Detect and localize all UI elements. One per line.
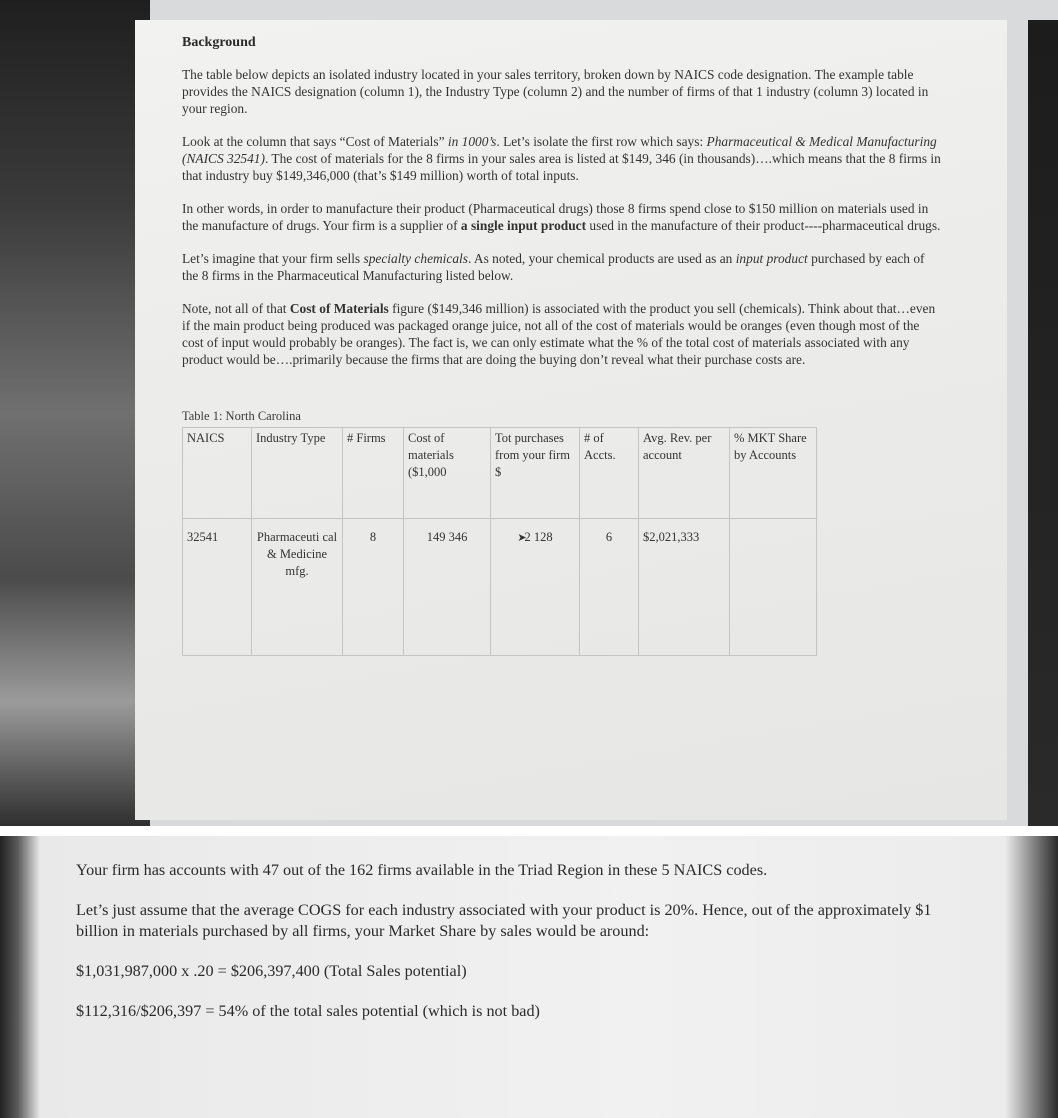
document-page [135,20,1007,820]
header-avg-rev: Avg. Rev. per account [639,428,730,519]
formula-market-share: $112,316/$206,397 = 54% of the total sales potential (which is not bad) [76,1002,540,1020]
header-naics: NAICS [183,428,252,519]
formula-total-sales-potential: $1,031,987,000 x .20 = $206,397,400 (Total Sales potential) [76,962,467,980]
photo-right-edge [1028,20,1058,826]
paragraph-accounts: Your firm has accounts with 47 out of the 162 firms available in the Triad Region in these 5 NAICS codes. [76,861,768,879]
cell-purchases: ➤2 128 [491,519,580,656]
header-firms: # Firms [343,428,404,519]
header-tot-purchases: Tot purchases from your firm $ [491,428,580,519]
table-caption: Table 1: North Carolina [182,409,301,423]
bottom-photo [0,836,1058,1118]
header-accts: # of Accts. [580,428,639,519]
cell-industry: Pharmaceuti cal & Medicine mfg. [252,519,343,656]
table-row [183,519,817,656]
cell-naics: 32541 [183,519,252,656]
cell-avg-rev: $2,021,333 [639,519,730,656]
header-industry-type: Industry Type [252,428,343,519]
paragraph-intro: The table below depicts an isolated industry located in your sales territory, broken down by NAICS code designation. The example table provides the NAICS designation (column 1), the Industry Type (column 2) and the number of firms of that 1 industry (column 3) located in your region. [182,67,929,116]
naics-table [182,427,817,656]
cell-mkt-share [730,519,817,656]
cell-accts: 6 [580,519,639,656]
paragraph-note: Note, not all of that Cost of Materials figure ($149,346 million) is associated with the product you sell (chemicals). Think about that…even if the main product being produced was packaged orange juice, not all of the cost of materials would be oranges (even though most of the cost of input would probably be oranges). The fact is, we can only estimate what the % of the total cost of materials associated with any product would be….primarily because the firms that are doing the buying don’t reveal what their purchase costs are. [182,301,936,367]
document-content [182,34,942,656]
header-mkt-share: % MKT Share by Accounts [730,428,817,519]
paragraph-cogs-assumption: Let’s just assume that the average COGS for each industry associated with your product is 20%. Hence, out of the approximately $1 billion in materials purchased by all firms, your Market Share by sales would be around: [76,901,932,940]
mouse-cursor-icon: ➤ [517,532,527,544]
bottom-content [76,860,976,1041]
paragraph-specialty-chemicals: Let’s imagine that your firm sells specialty chemicals. As noted, your chemical products are used as an input product purchased by each of the 8 firms in the Pharmaceutical Manufacturing listed below. [182,251,925,283]
header-cost-of-materials: Cost of materials ($1,000 [404,428,491,519]
cell-firms: 8 [343,519,404,656]
paragraph-other-words: In other words, in order to manufacture their product (Pharmaceutical drugs) those 8 firms spend close to $150 million on materials used in the manufacture of drugs. Your firm is a supplier of a single input product used in the manufacture of their product----pharmaceutical drugs. [182,201,941,233]
section-heading: Background [182,35,256,50]
cell-cost: 149 346 [404,519,491,656]
table-header-row [183,428,817,519]
photo-left-edge [0,0,150,826]
paragraph-cost-of-materials: Look at the column that says “Cost of Materials” in 1000’s. Let’s isolate the first row which says: Pharmaceutical & Medical Manufacturing (NAICS 32541). The cost of materials for the 8 firms in your sales area is listed at $149, 346 (in thousands)….which means that the 8 firms in that industry buy $149,346,000 (that’s $149 million) worth of total inputs. [182,134,941,183]
